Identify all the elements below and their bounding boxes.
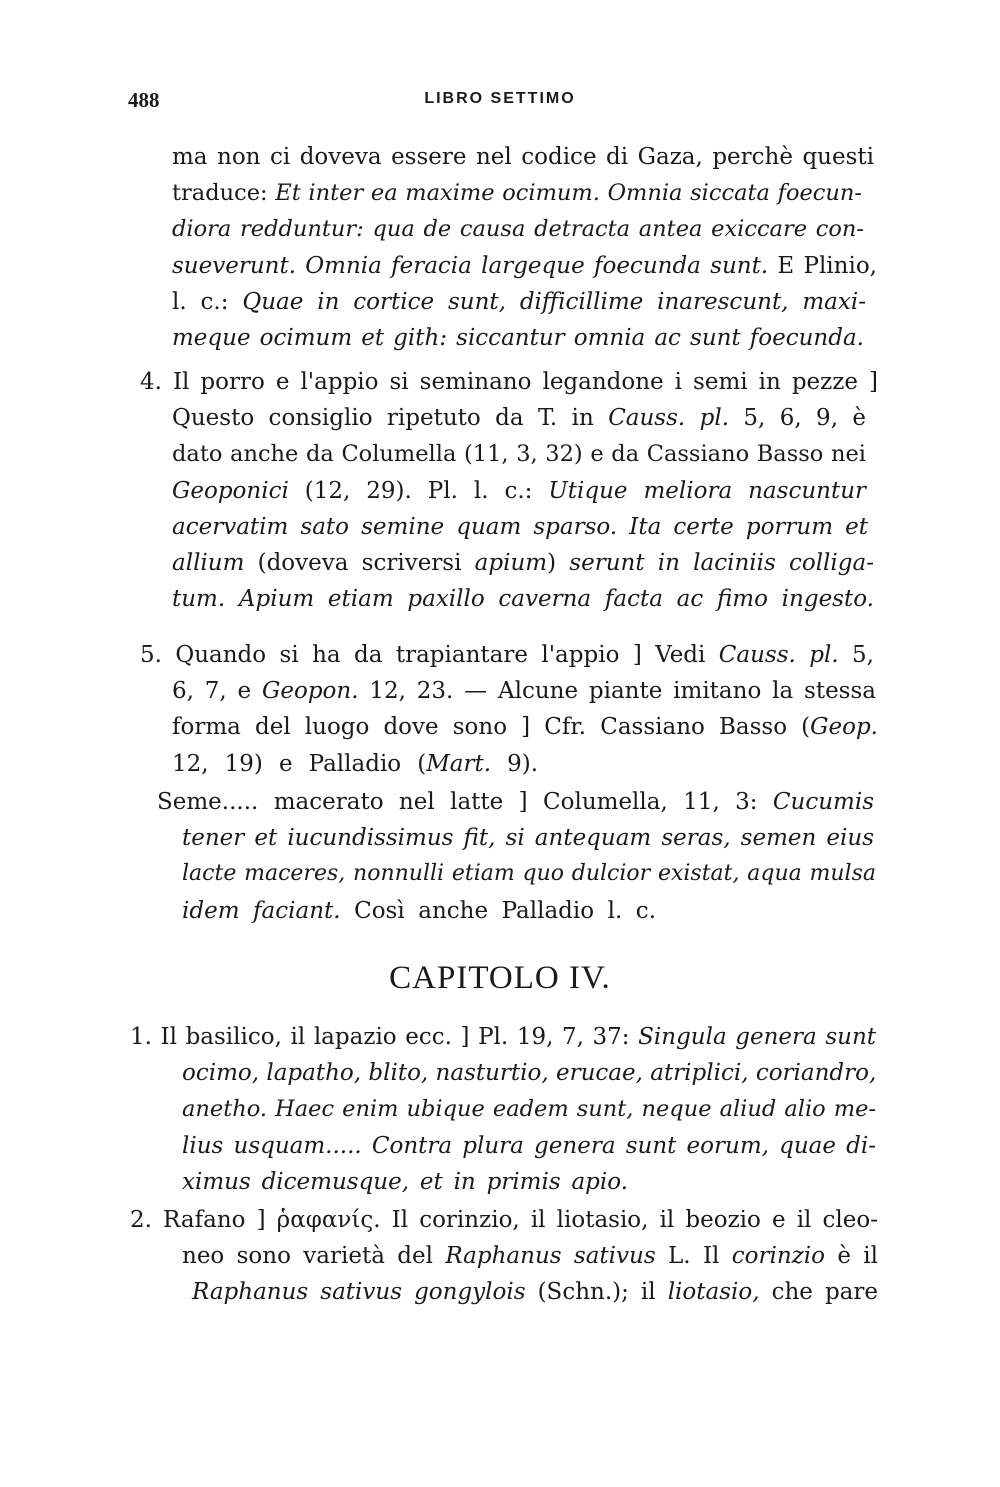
text-segment: (Schn.); il	[525, 1279, 668, 1306]
text-line	[172, 214, 864, 244]
text-line	[182, 1131, 876, 1161]
text-line	[172, 676, 876, 706]
text-line	[182, 896, 656, 926]
italic-segment: liotasio,	[667, 1279, 760, 1306]
text-segment: 5, 6, 9, è	[729, 405, 866, 432]
text-line	[172, 251, 877, 281]
text-segment: dato anche da Columella (11, 3, 32) e da Cassiano Basso nei	[172, 441, 866, 468]
text-line	[140, 367, 878, 397]
text-line	[182, 823, 874, 853]
text-segment: 2. Rafano ] ῥαφανίς. Il corinzio, il liotasio, il beozio e il cleo-	[130, 1207, 878, 1233]
italic-segment: ocimo, lapatho, blito, nasturtio, erucae, atriplici, coriandro,	[182, 1060, 877, 1087]
text-segment: Seme..... macerato nel latte ] Columella, 11, 3:	[157, 789, 773, 815]
italic-segment: tener et iucundissimus fit, si antequam seras, semen eius	[182, 825, 874, 852]
text-segment: 6, 7, e	[172, 678, 262, 705]
text-segment: 12, 19) e Palladio (	[172, 750, 427, 777]
text-segment: 1. Il basilico, il lapazio ecc. ] Pl. 19, 7, 37:	[130, 1024, 639, 1050]
text-line	[172, 142, 874, 172]
text-segment: E Plinio,	[768, 252, 877, 279]
text-segment: 12, 23. — Alcune piante imitano la stessa	[358, 678, 876, 705]
italic-segment: lius usquam..... Contra plura genera sunt eorum, quae di-	[182, 1132, 876, 1159]
italic-segment: Geoponici	[172, 477, 289, 504]
text-line	[182, 859, 876, 889]
text-line	[157, 787, 874, 817]
text-line	[172, 439, 866, 469]
text-segment: traduce:	[172, 180, 276, 207]
text-segment: Così anche Palladio l. c.	[340, 897, 657, 924]
italic-segment: Singula genera sunt	[638, 1024, 876, 1050]
italic-segment: allium	[172, 550, 245, 576]
italic-segment: sueverunt. Omnia feracia largeque foecunda sunt.	[172, 252, 769, 279]
italic-segment: Mart.	[426, 750, 492, 777]
text-segment: che pare	[759, 1279, 878, 1306]
running-title: LIBRO SETTIMO	[424, 90, 576, 107]
chapter-title: CAPITOLO IV.	[389, 960, 611, 996]
italic-segment: Raphanus sativus	[445, 1243, 656, 1270]
text-segment: è il	[824, 1243, 879, 1270]
text-line	[172, 403, 866, 433]
text-segment: 5,	[838, 642, 874, 668]
italic-segment: anetho. Haec enim ubique eadem sunt, neque aliud alio me-	[182, 1096, 876, 1123]
text-line	[182, 1058, 876, 1088]
text-line	[130, 1205, 878, 1235]
text-line	[172, 178, 862, 208]
text-line	[182, 1094, 876, 1124]
italic-segment: corinzio	[731, 1243, 825, 1270]
italic-segment: idem faciant.	[182, 897, 341, 924]
text-segment: L. Il	[655, 1243, 732, 1270]
italic-segment: lacte maceres, nonnulli etiam quo dulcior existat, aqua mulsa	[182, 861, 876, 887]
text-segment: l. c.:	[172, 288, 243, 315]
italic-segment: Geopon.	[261, 678, 359, 705]
text-segment: 4. Il porro e l'appio si seminano legandone i semi in pezze ]	[140, 369, 878, 395]
text-line	[172, 323, 864, 353]
italic-segment: Utique meliora nascuntur	[548, 477, 867, 504]
text-line	[192, 1277, 878, 1307]
page-header	[0, 88, 1000, 118]
text-line	[172, 476, 866, 506]
text-segment: forma del luogo dove sono ] Cfr. Cassiano Basso (	[172, 714, 811, 741]
page-number: 488	[128, 88, 160, 112]
text-line	[172, 584, 874, 614]
italic-segment: Quae in cortice sunt, difficillime inarescunt, maxi-	[242, 288, 866, 315]
text-segment: )	[547, 550, 570, 576]
text-line	[172, 712, 878, 742]
text-segment: neo sono varietà del	[182, 1243, 446, 1270]
text-segment: 9).	[491, 750, 539, 777]
text-line	[172, 749, 538, 779]
italic-segment: ximus dicemusque, et in primis apio.	[182, 1168, 628, 1195]
italic-segment: Causs. pl.	[718, 642, 839, 668]
text-line	[140, 640, 874, 670]
text-line	[182, 1167, 628, 1197]
text-line	[172, 548, 874, 578]
italic-segment: Cucumis	[772, 789, 874, 815]
text-line	[182, 1241, 878, 1271]
text-line	[172, 287, 866, 317]
italic-segment: apium	[474, 550, 548, 576]
italic-segment: Et inter ea maxime ocimum. Omnia siccata foecun-	[275, 180, 862, 207]
italic-segment: Geop.	[810, 714, 878, 741]
italic-segment: serunt in laciniis colliga-	[569, 550, 874, 576]
text-segment: Questo consiglio ripetuto da T. in	[172, 405, 609, 432]
italic-segment: meque ocimum et gith: siccantur omnia ac sunt foecunda.	[172, 325, 864, 351]
text-segment: (12, 29). Pl. l. c.:	[288, 477, 549, 504]
text-line	[130, 1022, 876, 1052]
text-segment: ma non ci doveva essere nel codice di Gaza, perchè questi	[172, 144, 874, 170]
italic-segment: Causs. pl.	[608, 405, 730, 432]
text-segment: (doveva scriversi	[244, 550, 475, 576]
text-line	[172, 512, 868, 542]
italic-segment: tum. Apium etiam paxillo caverna facta ac fimo ingesto.	[172, 586, 874, 613]
italic-segment: Raphanus sativus gongylois	[192, 1279, 526, 1306]
italic-segment: acervatim sato semine quam sparso. Ita certe porrum et	[172, 513, 868, 540]
text-segment: 5. Quando si ha da trapiantare l'appio ] Vedi	[140, 642, 719, 668]
italic-segment: diora redduntur: qua de causa detracta antea exiccare con-	[172, 216, 864, 243]
